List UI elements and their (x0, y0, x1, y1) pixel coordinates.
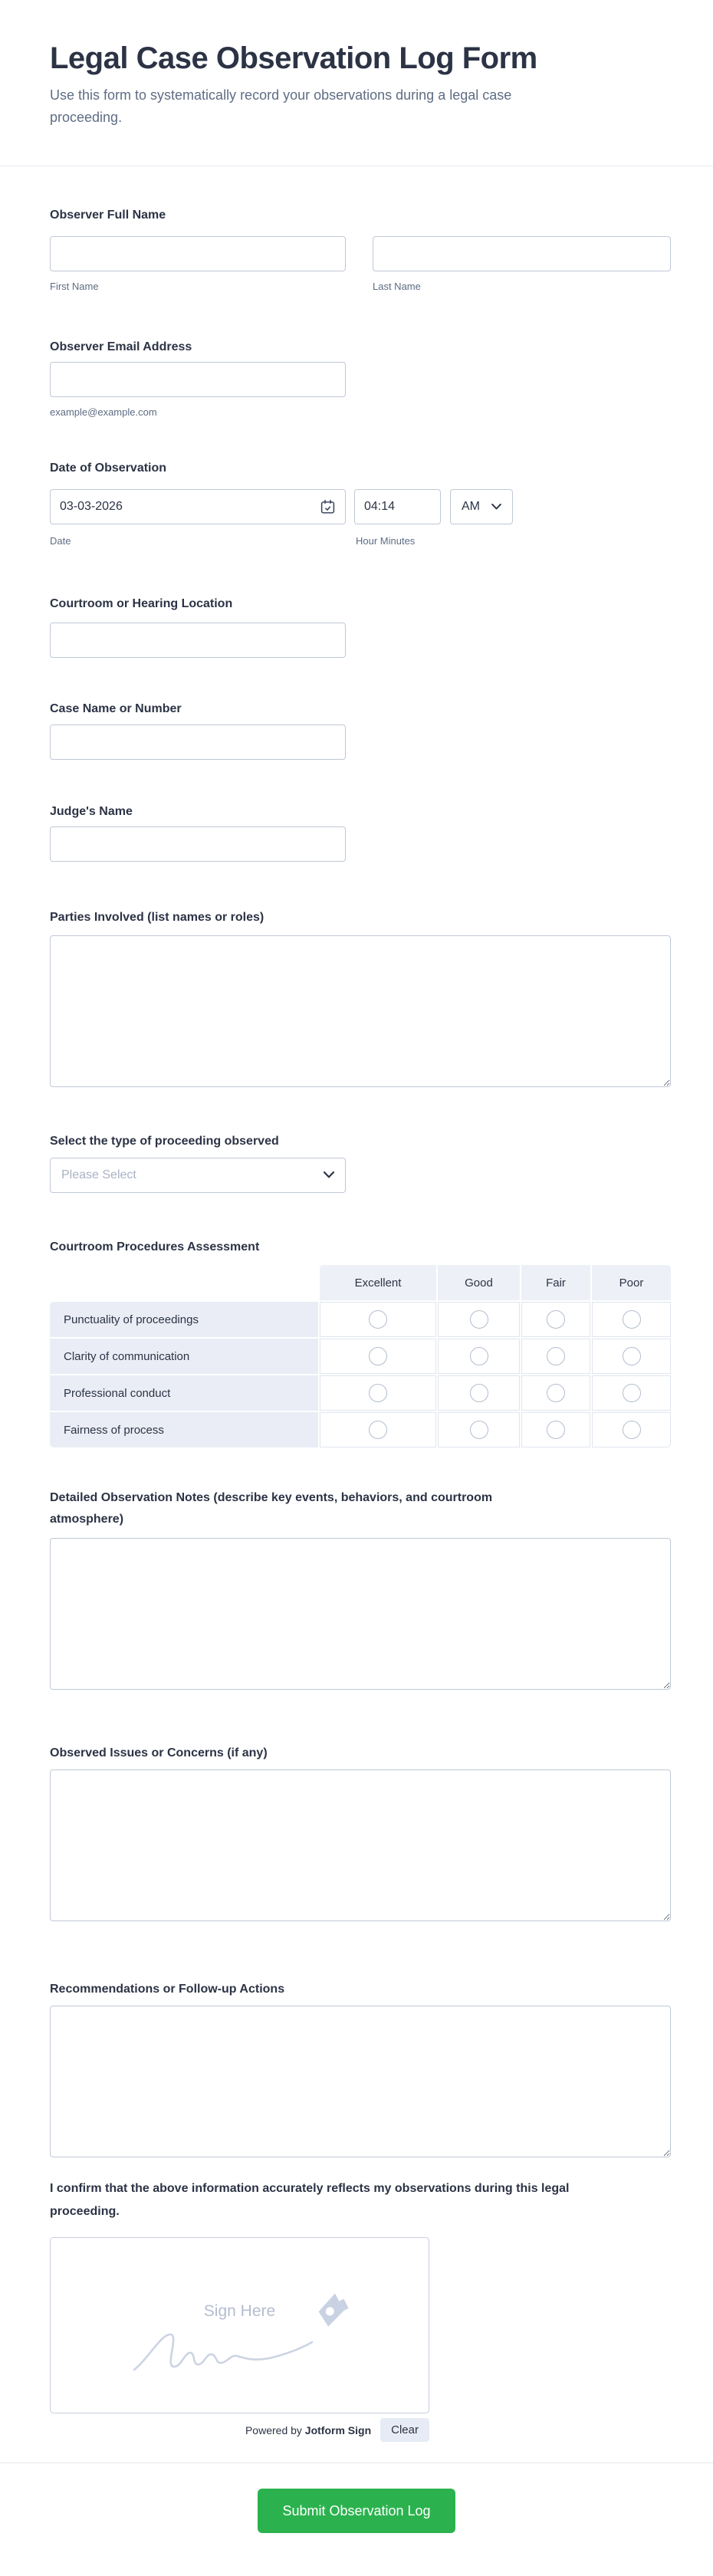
radio-clarity-good[interactable] (470, 1347, 488, 1365)
matrix-cell (438, 1339, 520, 1374)
radio-clarity-excellent[interactable] (369, 1347, 387, 1365)
ampm-select[interactable] (450, 489, 513, 524)
radio-fairness-poor[interactable] (623, 1421, 641, 1439)
radio-clarity-poor[interactable] (623, 1347, 641, 1365)
powered-by-text (245, 2424, 371, 2436)
signature-footer (50, 2418, 429, 2442)
matrix-cell (592, 1412, 671, 1447)
judge-name-input[interactable] (50, 826, 346, 862)
matrix-cell (320, 1375, 436, 1411)
case-name-label: Case Name or Number (50, 702, 182, 715)
page-title: Legal Case Observation Log Form (50, 41, 537, 75)
email-input[interactable] (50, 362, 346, 397)
matrix-cell (521, 1339, 590, 1374)
case-name-input[interactable] (50, 724, 346, 760)
chevron-down-icon (491, 500, 501, 514)
signature-pad[interactable] (50, 2237, 429, 2413)
assessment-matrix (50, 1265, 671, 1447)
email-sublabel: example@example.com (50, 406, 157, 418)
radio-fairness-good[interactable] (470, 1421, 488, 1439)
matrix-cell (320, 1412, 436, 1447)
radio-conduct-fair[interactable] (547, 1384, 565, 1402)
matrix-cell (438, 1375, 520, 1411)
matrix-row-label: Fairness of process (50, 1412, 318, 1447)
parties-textarea[interactable] (50, 935, 671, 1087)
pen-nib-icon (310, 2290, 350, 2330)
matrix-col-header: Excellent (320, 1265, 436, 1300)
chevron-down-icon (324, 1168, 334, 1182)
parties-label: Parties Involved (list names or roles) (50, 911, 264, 924)
recommendations-label: Recommendations or Follow-up Actions (50, 1983, 285, 1996)
matrix-row-label: Clarity of communication (50, 1339, 318, 1374)
proceeding-type-placeholder: Please Select (61, 1168, 136, 1181)
first-name-input[interactable] (50, 236, 346, 271)
radio-punctuality-poor[interactable] (623, 1310, 641, 1329)
issues-label: Observed Issues or Concerns (if any) (50, 1746, 268, 1760)
radio-clarity-fair[interactable] (547, 1347, 565, 1365)
location-label: Courtroom or Hearing Location (50, 597, 233, 610)
email-label: Observer Email Address (50, 340, 192, 353)
time-input[interactable] (354, 489, 441, 524)
matrix-cell (592, 1302, 671, 1337)
matrix-cell (521, 1375, 590, 1411)
radio-punctuality-good[interactable] (470, 1310, 488, 1329)
date-label: Date of Observation (50, 462, 167, 475)
radio-conduct-good[interactable] (470, 1384, 488, 1402)
radio-fairness-fair[interactable] (547, 1421, 565, 1439)
radio-punctuality-excellent[interactable] (369, 1310, 387, 1329)
matrix-cell (592, 1375, 671, 1411)
confirmation-label: I confirm that the above information accurately reflects my observations during this legal proceeding. (50, 2182, 570, 2218)
matrix-cell (521, 1412, 590, 1447)
first-name-sublabel: First Name (50, 281, 99, 292)
matrix-row-label: Professional conduct (50, 1375, 318, 1411)
submit-button[interactable]: Submit Observation Log (258, 2489, 455, 2533)
time-sublabel: Hour Minutes (356, 535, 416, 547)
calendar-icon[interactable] (320, 499, 336, 515)
ampm-value: AM (462, 500, 480, 513)
issues-textarea[interactable] (50, 1769, 671, 1921)
notes-label: Detailed Observation Notes (describe key events, behaviors, and courtroom atmosphere) (50, 1491, 493, 1526)
last-name-input[interactable] (373, 236, 671, 271)
matrix-cell (521, 1302, 590, 1337)
signature-squiggle (131, 2322, 315, 2377)
notes-textarea[interactable] (50, 1538, 671, 1690)
matrix-col-header: Poor (592, 1265, 671, 1300)
jotform-sign-brand: Jotform Sign (304, 2423, 372, 2436)
date-field-wrap (50, 489, 346, 524)
matrix-col-header: Fair (521, 1265, 590, 1300)
page-subtitle: Use this form to systematically record your observations during a legal case proceeding. (50, 87, 512, 125)
judge-name-label: Judge's Name (50, 805, 133, 818)
matrix-col-header: Good (438, 1265, 520, 1300)
matrix-cell (592, 1339, 671, 1374)
assessment-label: Courtroom Procedures Assessment (50, 1240, 260, 1254)
date-sublabel: Date (50, 535, 71, 547)
proceeding-type-label: Select the type of proceeding observed (50, 1135, 279, 1148)
clear-signature-button[interactable]: Clear (380, 2418, 429, 2442)
matrix-cell (438, 1302, 520, 1337)
last-name-sublabel: Last Name (373, 281, 421, 292)
matrix-corner-cell (50, 1265, 318, 1300)
radio-conduct-poor[interactable] (623, 1384, 641, 1402)
proceeding-type-select[interactable] (50, 1158, 346, 1193)
matrix-cell (320, 1302, 436, 1337)
recommendations-textarea[interactable] (50, 2006, 671, 2157)
matrix-cell (438, 1412, 520, 1447)
powered-by-prefix: Powered by (245, 2423, 302, 2436)
matrix-row-label: Punctuality of proceedings (50, 1302, 318, 1337)
signature-placeholder: Sign Here (203, 2302, 276, 2320)
radio-fairness-excellent[interactable] (369, 1421, 387, 1439)
date-input[interactable] (50, 489, 346, 524)
location-input[interactable] (50, 623, 346, 658)
radio-conduct-excellent[interactable] (369, 1384, 387, 1402)
matrix-cell (320, 1339, 436, 1374)
radio-punctuality-fair[interactable] (547, 1310, 565, 1329)
observer-name-label: Observer Full Name (50, 209, 166, 222)
